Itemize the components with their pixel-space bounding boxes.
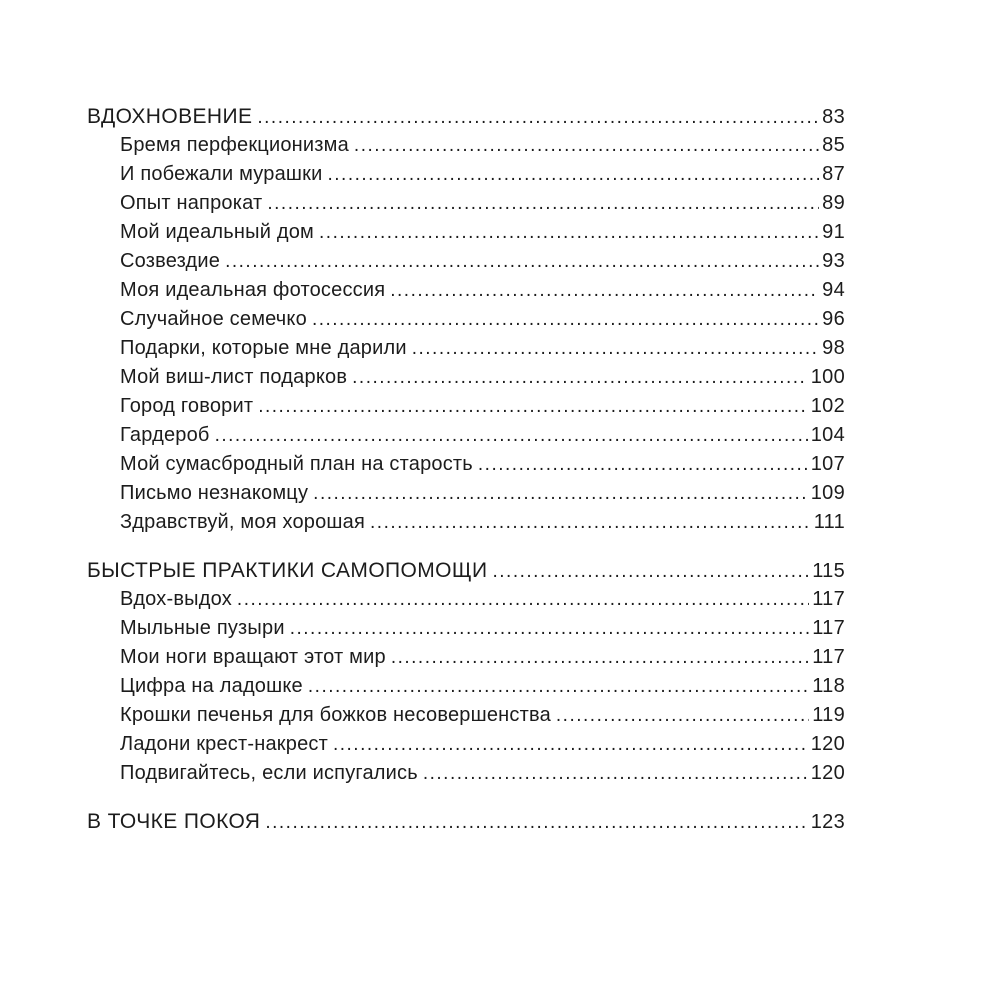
- toc-section-row-page-number: 83: [822, 106, 845, 128]
- toc-item-row: [87, 730, 845, 759]
- toc-item-row: [87, 479, 845, 508]
- toc-section: [87, 807, 845, 836]
- dot-leader: [290, 614, 810, 643]
- toc-item-row-page-number: 117: [812, 588, 845, 610]
- toc-item-row: [87, 131, 845, 160]
- dot-leader: [327, 160, 819, 189]
- toc-section: [87, 556, 845, 788]
- dot-leader: [308, 672, 809, 701]
- toc-item-row: [87, 247, 845, 276]
- toc-section-row: [87, 807, 845, 836]
- toc-item-row-page-number: 94: [822, 279, 845, 301]
- toc-section-row-title: БЫСТРЫЕ ПРАКТИКИ САМОПОМОЩИ: [87, 559, 488, 582]
- dot-leader: [390, 276, 819, 305]
- toc-item-row: [87, 759, 845, 788]
- toc-item-row-title: Мои ноги вращают этот мир: [120, 646, 386, 668]
- dot-leader: [333, 730, 808, 759]
- dot-leader: [237, 585, 809, 614]
- dot-leader: [312, 305, 819, 334]
- toc-item-row-title: Мой идеальный дом: [120, 221, 315, 243]
- toc-item-row: [87, 363, 845, 392]
- toc-section-row-title: ВДОХНОВЕНИЕ: [87, 105, 253, 128]
- dot-leader: [478, 450, 808, 479]
- toc-section-row: [87, 102, 845, 131]
- toc-item-row: [87, 218, 845, 247]
- toc-item-row-page-number: 118: [812, 675, 845, 697]
- toc-item-row-page-number: 89: [822, 192, 845, 214]
- toc-item-row-page-number: 91: [822, 221, 845, 243]
- toc-item-row-title: Подарки, которые мне дарили: [120, 337, 407, 359]
- toc-item-row: [87, 585, 845, 614]
- toc-item-row-title: Мой сумасбродный план на старость: [120, 453, 473, 475]
- toc-section: [87, 102, 845, 537]
- toc-item-row: [87, 421, 845, 450]
- toc-item-row: [87, 643, 845, 672]
- toc-item-row-page-number: 87: [822, 163, 845, 185]
- toc-item-row-title: Мыльные пузыри: [120, 617, 285, 639]
- toc-item-row-page-number: 117: [812, 617, 845, 639]
- toc-item-row-page-number: 104: [810, 424, 845, 446]
- toc-section-row: [87, 556, 845, 585]
- dot-leader: [556, 701, 809, 730]
- dot-leader: [313, 479, 808, 508]
- toc-item-row-title: Моя идеальная фотосессия: [120, 279, 386, 301]
- toc-item-row: [87, 160, 845, 189]
- toc-item-row-title: Гардероб: [120, 424, 210, 446]
- toc-item-row-title: Подвигайтесь, если испугались: [120, 762, 418, 784]
- toc-item-row: [87, 450, 845, 479]
- toc-item-row-page-number: 120: [810, 762, 845, 784]
- toc-item-row-page-number: 119: [812, 704, 845, 726]
- dot-leader: [225, 247, 819, 276]
- toc-item-row-page-number: 107: [810, 453, 845, 475]
- toc-item-row: [87, 508, 845, 537]
- dot-leader: [354, 131, 819, 160]
- toc-item-row-title: Город говорит: [120, 395, 254, 417]
- toc-item-row-page-number: 93: [822, 250, 845, 272]
- toc-item-row-title: Опыт напрокат: [120, 192, 263, 214]
- toc-item-row-page-number: 109: [810, 482, 845, 504]
- toc-item-row-title: Ладони крест-накрест: [120, 733, 328, 755]
- toc-item-row-page-number: 100: [810, 366, 845, 388]
- toc-item-row-title: Мой виш-лист подарков: [120, 366, 348, 388]
- toc-item-row: [87, 189, 845, 218]
- toc-section-row-title: В ТОЧКЕ ПОКОЯ: [87, 810, 261, 833]
- toc-item-row-title: Вдох-выдох: [120, 588, 232, 610]
- toc-item-row: [87, 701, 845, 730]
- toc-item-row: [87, 392, 845, 421]
- dot-leader: [258, 392, 808, 421]
- toc-item-row-title: Письмо незнакомцу: [120, 482, 309, 504]
- toc-item-row-title: Созвездие: [120, 250, 221, 272]
- toc-item-row-title: Здравствуй, моя хорошая: [120, 511, 366, 533]
- toc-section-row-page-number: 123: [810, 811, 845, 833]
- dot-leader: [493, 557, 810, 586]
- dot-leader: [412, 334, 819, 363]
- toc-item-row: [87, 672, 845, 701]
- dot-leader: [319, 218, 819, 247]
- dot-leader: [370, 508, 811, 537]
- toc-item-row-page-number: 120: [810, 733, 845, 755]
- toc-item-row-title: Крошки печенья для божков несовершенства: [120, 704, 551, 726]
- toc-item-row-page-number: 85: [822, 134, 845, 156]
- dot-leader: [257, 103, 819, 132]
- toc-item-row: [87, 334, 845, 363]
- table-of-contents: [87, 102, 845, 836]
- toc-item-row-title: И побежали мурашки: [120, 163, 323, 185]
- dot-leader: [423, 759, 808, 788]
- toc-item-row-page-number: 111: [813, 511, 845, 533]
- dot-leader: [215, 421, 808, 450]
- dot-leader: [267, 189, 819, 218]
- toc-section-row-page-number: 115: [812, 560, 845, 582]
- dot-leader: [352, 363, 808, 392]
- toc-item-row-title: Цифра на ладошке: [120, 675, 303, 697]
- toc-item-row: [87, 276, 845, 305]
- dot-leader: [391, 643, 809, 672]
- toc-item-row-page-number: 102: [810, 395, 845, 417]
- dot-leader: [265, 808, 807, 837]
- toc-item-row: [87, 614, 845, 643]
- toc-item-row-title: Случайное семечко: [120, 308, 307, 330]
- toc-item-row-title: Бремя перфекционизма: [120, 134, 349, 156]
- toc-item-row: [87, 305, 845, 334]
- toc-item-row-page-number: 117: [812, 646, 845, 668]
- toc-item-row-page-number: 98: [822, 337, 845, 359]
- toc-item-row-page-number: 96: [822, 308, 845, 330]
